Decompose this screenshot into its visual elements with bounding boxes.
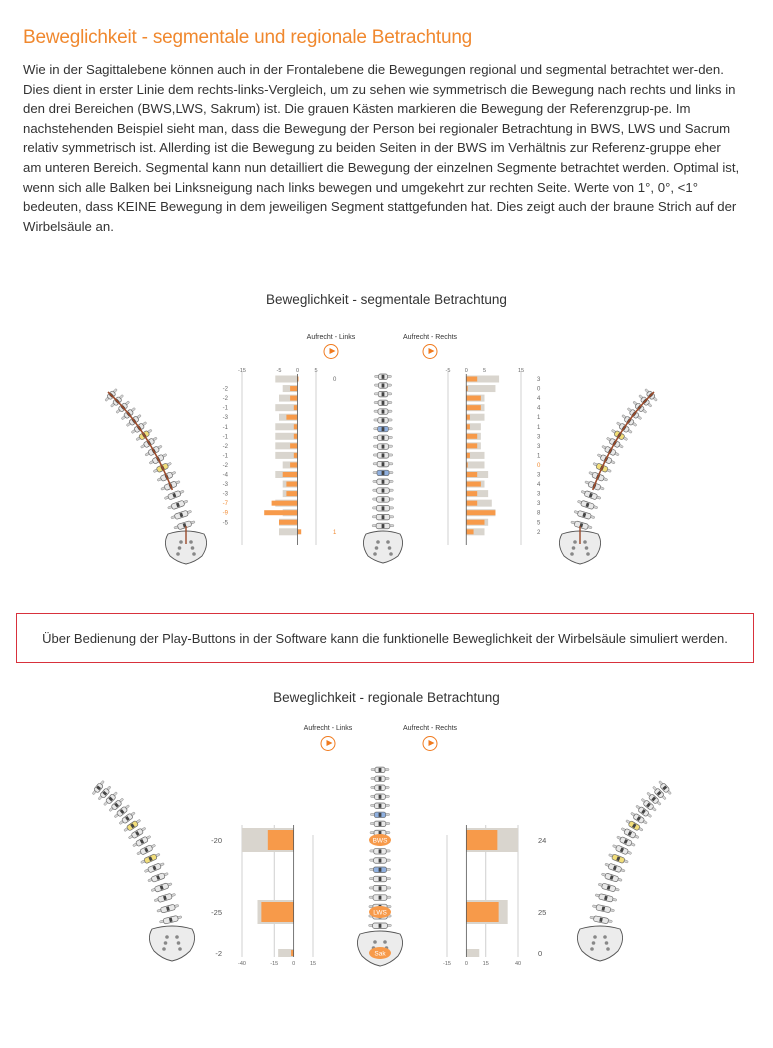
vertebra-shape <box>595 893 618 904</box>
vertebra-shape <box>372 523 394 529</box>
right-reference-bar <box>466 385 495 392</box>
vertebra-shape <box>147 871 169 884</box>
left-person-bar <box>298 529 302 534</box>
left-person-bar <box>272 501 298 506</box>
sacral-foramen <box>573 540 577 544</box>
left-segment-value: -5 <box>222 520 228 527</box>
vertebra-shape <box>374 418 392 424</box>
sacral-foramen <box>389 552 393 556</box>
sacral-foramen <box>603 935 607 939</box>
left-person-bar <box>290 396 297 401</box>
left-axis-tick: -5 <box>276 368 282 374</box>
right-spine-image <box>577 780 672 961</box>
right-segment-value: 3 <box>537 491 541 498</box>
left-person-bar <box>294 424 298 429</box>
right-segment-value: 4 <box>537 482 541 489</box>
vertebra-shape <box>598 882 620 893</box>
left-segment-value: 1 <box>333 529 337 536</box>
sacral-foramen <box>162 947 166 951</box>
left-segment-value: -3 <box>222 482 228 489</box>
right-person-bar <box>466 453 470 458</box>
sacral-foramen <box>177 941 181 945</box>
seg-play-left-label: Aufrecht - Links <box>306 334 356 341</box>
right-person-bar <box>466 529 473 534</box>
note-box <box>16 613 754 663</box>
sacral-foramen <box>192 552 196 556</box>
right-region-value: 0 <box>538 949 543 958</box>
sacral-foramen <box>593 935 597 939</box>
vertebra-shape <box>375 374 392 380</box>
right-region-value: 24 <box>538 836 547 845</box>
sacral-foramen <box>179 540 183 544</box>
note-text: Über Bedienung der Play-Buttons in der Software kann die funktionelle Beweglichkeit der Wirbelsäule simuliert werden. <box>42 630 728 646</box>
right-person-bar <box>466 434 477 439</box>
left-segment-value: -7 <box>222 501 228 508</box>
sacral-foramen <box>386 540 390 544</box>
vertebra-shape <box>154 892 177 904</box>
sacral-foramen <box>590 947 594 951</box>
vertebra-shape <box>369 876 390 882</box>
vertebra-shape <box>371 794 390 800</box>
left-person-bar <box>290 386 297 391</box>
left-segment-value: -1 <box>222 405 228 412</box>
left-person-bar <box>290 443 297 448</box>
left-person-bar <box>294 405 298 410</box>
sacral-foramen <box>189 540 193 544</box>
left-segment-value: -3 <box>222 415 228 422</box>
vertebra-shape <box>370 803 389 809</box>
right-person-bar <box>466 902 498 922</box>
right-segment-value: 3 <box>537 434 541 441</box>
vertebra-shape <box>374 383 391 389</box>
left-reference-bar <box>279 528 298 535</box>
intro-paragraph: Wie in der Sagittalebene können auch in der Frontalebene die Bewegungen regional und segmental betrachtet wer-den. Dies dient in erster Linie dem rechts-links-Vergleich, um zu sehen wie symmetrisch die Bewegung nach rechts und links in den drei Bereichen (BWS,LWS, Sakrum) ist. Die grauen Kästen markieren die Bewegung der Referenzgrup-pe. Im nachstehenden Beispiel sieht man, dass die Bewegung der Person bei regionaler Betrachtung in BWS, LWS und Sacrum relativ symmetrisch ist. Allerding ist die Bewegung zu beiden Seiten in der BWS im Verhältnis zur Referenz-gruppe eher am unteren Bereich. Segmental kann nun detailliert die Bewegung der einzelnen Segmente betrachtet werden. Optimal ist, wenn sich alle Balken bei Linksneigung nach links bewegen und umgekehrt zur rechten Seite. Werte von 1°, 0°, <1° bedeuten, dass KEINE Bewegung in dem jeweiligen Segment stattgefunden hat. Dies zeigt auch der braune Strich auf der Wirbelsäule an. <box>23 62 740 234</box>
right-axis-tick: 0 <box>464 368 468 374</box>
vertebra-shape <box>589 915 612 925</box>
sacral-foramen <box>592 941 596 945</box>
segmental-chart <box>0 360 773 590</box>
seg-play-right-label: Aufrecht - Rechts <box>402 334 458 341</box>
vertebra-shape <box>604 862 626 874</box>
right-axis-tick: 0 <box>464 961 468 967</box>
sacral-foramen <box>606 947 610 951</box>
right-segment-value: 2 <box>537 529 541 536</box>
right-person-bar <box>466 830 497 850</box>
vertebra-shape <box>370 812 389 818</box>
sacral-foramen <box>583 540 587 544</box>
left-person-bar <box>286 482 297 487</box>
right-axis-tick: -5 <box>445 368 451 374</box>
right-segment-value: 5 <box>537 520 541 527</box>
right-axis-tick: 40 <box>514 961 522 967</box>
vertebra-shape <box>592 904 615 914</box>
page-heading: Beweglichkeit - segmentale und regionale Betrachtung <box>23 27 473 48</box>
left-region-value: -2 <box>215 949 222 958</box>
right-segment-value: 4 <box>537 405 541 412</box>
left-person-bar <box>290 462 297 467</box>
left-region-value: -25 <box>211 908 222 917</box>
right-axis-tick: 5 <box>482 368 487 374</box>
vertebra-shape <box>373 453 393 459</box>
seg-play-right-button[interactable] <box>423 344 438 359</box>
center-spine-image <box>363 374 402 563</box>
vertebra-shape <box>369 867 390 873</box>
sacral-foramen <box>586 552 590 556</box>
sacral-foramen <box>605 941 609 945</box>
vertebra-shape <box>170 509 192 521</box>
reg-play-right-button[interactable] <box>423 736 438 751</box>
vertebra-shape <box>151 881 173 893</box>
reg-play-left-label: Aufrecht - Links <box>303 725 353 732</box>
left-axis-tick: 5 <box>314 368 318 374</box>
sacral-foramen <box>375 546 379 550</box>
left-segment-value: -2 <box>222 386 228 393</box>
sacral-foramen <box>572 546 576 550</box>
left-segment-value: -1 <box>222 424 228 431</box>
vertebra-shape <box>371 776 389 782</box>
right-segment-value: 0 <box>537 386 541 393</box>
left-person-bar <box>283 472 298 477</box>
left-axis-tick: 15 <box>309 961 317 967</box>
left-reference-bar <box>275 376 297 383</box>
vertebra-shape <box>374 426 393 432</box>
sacral-foramen <box>383 940 387 944</box>
vertebra-shape <box>167 499 189 511</box>
left-segment-value: -2 <box>222 396 228 403</box>
left-segment-value: -9 <box>222 510 228 517</box>
right-person-bar <box>466 396 481 401</box>
left-region-value: -20 <box>211 836 222 845</box>
sacral-foramen <box>175 935 179 939</box>
sacral-foramen <box>376 540 380 544</box>
vertebra-shape <box>369 923 392 929</box>
right-person-bar <box>466 491 477 496</box>
vertebra-shape <box>373 461 393 467</box>
sacral-foramen <box>373 940 377 944</box>
right-axis-tick: 15 <box>482 961 489 967</box>
vertebra-shape <box>370 858 391 864</box>
right-person-bar <box>466 415 470 420</box>
segmental-title: Beweglichkeit - segmentale Betrachtung <box>266 292 507 307</box>
sacral-foramen <box>373 552 377 556</box>
vertebra-shape <box>373 444 392 450</box>
vertebra-shape <box>374 400 392 406</box>
left-axis-tick: -40 <box>238 961 246 967</box>
sacral-foramen <box>178 947 182 951</box>
seg-play-left-button[interactable] <box>324 344 339 359</box>
right-segment-value: 3 <box>537 501 541 508</box>
pelvis-shape <box>363 531 402 563</box>
left-person-bar <box>261 902 293 922</box>
left-segment-value: -2 <box>222 443 228 450</box>
right-person-bar <box>466 501 477 506</box>
right-person-bar <box>466 510 495 515</box>
right-spine-image <box>559 388 658 564</box>
vertebra-shape <box>156 903 179 914</box>
left-segment-value: -1 <box>222 434 228 441</box>
right-reference-bar <box>466 949 479 957</box>
right-segment-value: 1 <box>537 453 541 460</box>
left-axis-tick: 0 <box>295 368 300 374</box>
left-axis-tick: 0 <box>292 961 296 967</box>
right-segment-value: 4 <box>537 396 541 403</box>
sacral-foramen <box>388 546 392 550</box>
right-person-bar <box>466 520 484 525</box>
vertebra-shape <box>372 514 393 520</box>
right-person-bar <box>466 482 481 487</box>
reg-play-right-label: Aufrecht - Rechts <box>402 725 458 732</box>
left-segment-value: 0 <box>333 377 337 383</box>
sacral-foramen <box>585 546 589 550</box>
sacral-foramen <box>570 552 574 556</box>
right-segment-value: 1 <box>537 415 541 422</box>
vertebra-shape <box>372 506 393 512</box>
right-segment-value: 3 <box>537 443 541 450</box>
center-spine-image <box>357 767 402 966</box>
left-axis-tick: -15 <box>238 368 246 374</box>
sacral-foramen <box>176 552 180 556</box>
vertebra-shape <box>173 519 195 531</box>
right-person-bar <box>466 424 470 429</box>
left-person-bar <box>264 510 297 515</box>
left-person-bar <box>268 830 294 850</box>
region-label: BWS <box>372 837 388 845</box>
regional-title: Beweglichkeit - regionale Betrachtung <box>273 690 500 705</box>
right-segment-value: 1 <box>537 424 541 431</box>
sacral-foramen <box>164 941 168 945</box>
sacral-foramen <box>178 546 182 550</box>
right-axis-tick: -15 <box>443 961 451 967</box>
right-person-bar <box>466 472 477 477</box>
left-person-bar <box>286 491 297 496</box>
vertebra-shape <box>369 895 391 901</box>
left-segment-value: -2 <box>222 462 228 469</box>
vertebra-shape <box>573 509 595 520</box>
left-person-bar <box>294 434 298 439</box>
right-segment-value: 0 <box>537 462 541 469</box>
reg-play-left-button[interactable] <box>321 736 336 751</box>
regional-chart <box>0 755 773 995</box>
right-reference-bar <box>466 461 484 468</box>
left-segment-value: -3 <box>222 491 228 498</box>
right-segment-value: 3 <box>537 377 541 383</box>
left-person-bar <box>279 520 298 525</box>
pelvis-shape <box>149 926 194 961</box>
vertebra-shape <box>373 470 393 476</box>
sacral-foramen <box>165 935 169 939</box>
left-axis-tick: -15 <box>270 961 279 967</box>
vertebra-shape <box>374 391 392 397</box>
vertebra-shape <box>370 821 390 827</box>
region-label: Sak <box>374 950 386 958</box>
vertebra-shape <box>159 914 182 925</box>
right-segment-value: 8 <box>537 510 541 517</box>
vertebra-shape <box>373 479 393 485</box>
right-region-value: 25 <box>538 908 547 917</box>
right-segment-value: 3 <box>537 472 541 479</box>
pelvis-shape <box>577 926 622 961</box>
right-person-bar <box>466 405 481 410</box>
vertebra-shape <box>373 488 394 494</box>
vertebra-shape <box>580 489 601 501</box>
vertebra-shape <box>164 489 185 502</box>
right-axis-tick: 15 <box>517 368 525 374</box>
left-spine-image <box>104 388 207 564</box>
vertebra-shape <box>570 520 592 531</box>
vertebra-shape <box>601 872 623 884</box>
right-person-bar <box>466 443 477 448</box>
vertebra-shape <box>370 849 391 855</box>
vertebra-shape <box>369 886 391 892</box>
vertebra-shape <box>371 785 390 791</box>
region-label: LWS <box>373 909 387 917</box>
vertebra-shape <box>374 409 392 415</box>
vertebra-shape <box>374 435 393 441</box>
vertebra-shape <box>577 499 599 511</box>
vertebra-shape <box>373 497 394 503</box>
vertebra-shape <box>371 767 389 773</box>
sacral-foramen <box>191 546 195 550</box>
left-person-bar <box>294 453 298 458</box>
left-segment-value: -4 <box>222 472 228 479</box>
left-person-bar <box>286 415 297 420</box>
right-person-bar <box>466 377 477 382</box>
left-spine-image <box>91 780 195 961</box>
left-segment-value: -1 <box>222 453 228 460</box>
